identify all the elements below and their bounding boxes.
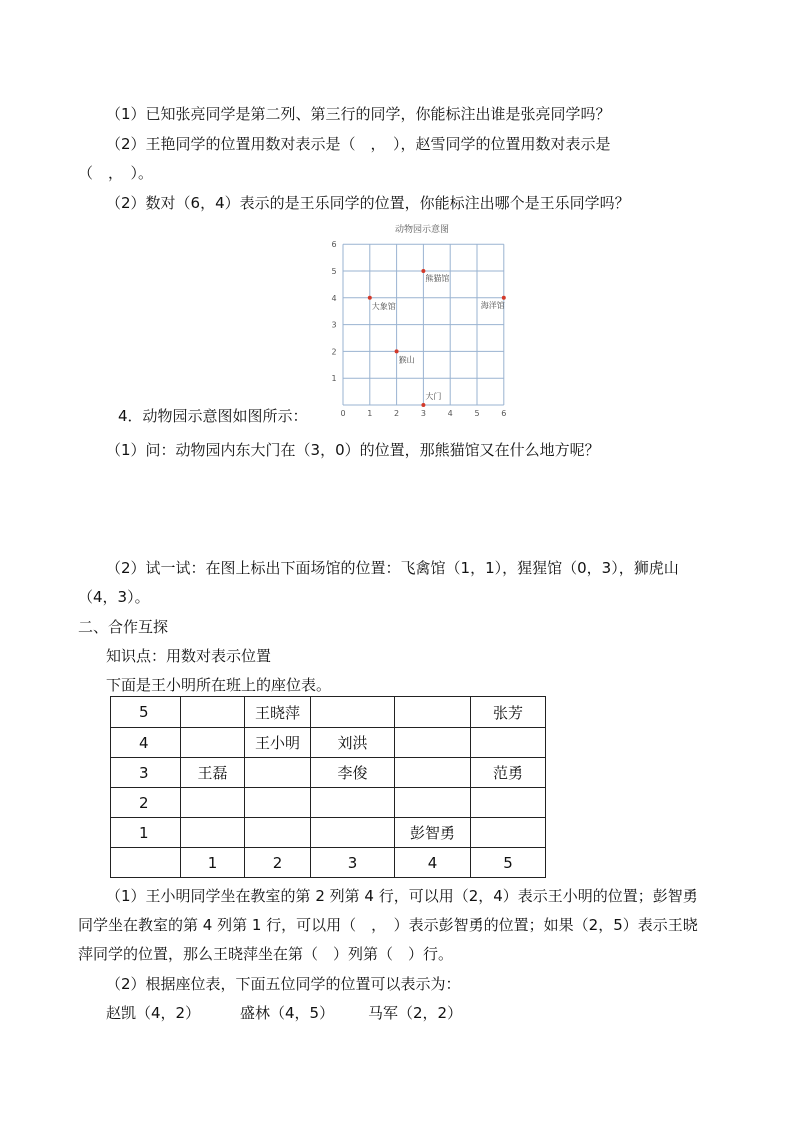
x-tick-label: 2 [394, 409, 400, 418]
seat-cell [395, 788, 471, 818]
seat-cell: 3 [311, 848, 395, 878]
table-row [111, 758, 546, 788]
x-tick-label: 6 [501, 409, 507, 418]
zoo-map-chart [322, 224, 522, 424]
seat-cell [311, 697, 395, 728]
y-tick-label: 6 [331, 240, 337, 250]
student-name-2: 盛林（4，5） [240, 1004, 335, 1022]
table-intro: 下面是王小明所在班上的座位表。 [106, 676, 332, 694]
y-tick-label: 3 [331, 320, 337, 330]
student-name-1: 赵凯（4，2） [106, 1004, 201, 1022]
question-3: （2）数对（6，4）表示的是王乐同学的位置，你能标注出哪个是王乐同学吗？ [106, 194, 630, 212]
seat-cell: 彭智勇 [395, 818, 471, 848]
seat-cell: 张芳 [471, 697, 546, 728]
point-label: 大象馆 [371, 301, 396, 311]
point-marker [368, 296, 372, 300]
table-row [111, 818, 546, 848]
table-row [111, 848, 546, 878]
y-tick-label: 2 [331, 347, 337, 357]
seat-cell [395, 728, 471, 758]
seat-cell [245, 758, 311, 788]
x-tick-label: 0 [340, 409, 346, 418]
x-tick-label: 1 [367, 409, 373, 418]
point-marker [421, 403, 425, 407]
point-label: 海洋馆 [480, 300, 505, 310]
question-1: （1）已知张亮同学是第二列、第三行的同学，你能标注出谁是张亮同学吗？ [106, 105, 611, 123]
zoo-question-2-line-2: （4，3）。 [78, 588, 150, 606]
zoo-question-1: （1）问：动物园内东大门在（3，0）的位置，那熊猫馆又在什么地方呢？ [106, 441, 600, 459]
seat-table [110, 696, 546, 878]
table-row [111, 697, 546, 728]
y-tick-label: 4 [331, 293, 337, 303]
x-tick-label: 5 [474, 409, 480, 418]
knowledge-point: 知识点：用数对表示位置 [106, 647, 272, 665]
seat-cell: 范勇 [471, 758, 546, 788]
seat-cell [395, 697, 471, 728]
row-label-cell [111, 848, 181, 878]
seat-cell: 刘洪 [311, 728, 395, 758]
seat-cell [181, 818, 245, 848]
table-row [111, 728, 546, 758]
paragraph-1-line-3: 萍同学的位置，那么王晓萍坐在第（ ）列第（ ）行。 [78, 945, 454, 963]
question-2-line-1: （2）王艳同学的位置用数对表示是（ ， ），赵雪同学的位置用数对表示是 [106, 135, 611, 153]
zoo-intro: 4．动物园示意图如图所示： [118, 407, 308, 425]
point-label: 猴山 [398, 355, 415, 365]
seat-cell: 王小明 [245, 728, 311, 758]
row-label-cell: 3 [111, 758, 181, 788]
seat-cell [395, 758, 471, 788]
seat-cell [245, 788, 311, 818]
y-tick-label: 5 [331, 267, 337, 276]
seat-cell [471, 818, 546, 848]
row-label-cell: 2 [111, 788, 181, 818]
row-label-cell: 4 [111, 728, 181, 758]
point-marker [421, 269, 425, 273]
zoo-question-2-line-1: （2）试一试：在图上标出下面场馆的位置：飞禽馆（1，1），猩猩馆（0，3），狮虎山 [106, 559, 679, 577]
seat-cell: 李俊 [311, 758, 395, 788]
seat-cell [181, 697, 245, 728]
row-label-cell: 1 [111, 818, 181, 848]
question-2-line-2: （ ， ）。 [78, 164, 154, 182]
seat-cell [471, 728, 546, 758]
point-marker [395, 349, 399, 353]
x-tick-label: 3 [420, 409, 426, 418]
y-tick-label: 1 [331, 374, 337, 384]
paragraph-2: （2）根据座位表，下面五位同学的位置可以表示为： [106, 975, 461, 993]
chart-title: 动物园示意图 [394, 225, 450, 235]
x-tick-label: 4 [447, 409, 453, 418]
paragraph-1-line-2: 同学坐在教室的第 4 列第 1 行，可以用（ ， ）表示彭智勇的位置；如果（2，5）表示王晓 [78, 916, 698, 934]
point-label: 大门 [425, 392, 442, 401]
point-marker [502, 296, 506, 300]
seat-cell: 王晓萍 [245, 697, 311, 728]
seat-cell: 1 [181, 848, 245, 878]
seat-cell [311, 818, 395, 848]
seat-cell [471, 788, 546, 818]
seat-cell: 5 [471, 848, 546, 878]
section-heading: 二、合作互探 [78, 618, 169, 636]
seat-cell [181, 728, 245, 758]
seat-cell: 4 [395, 848, 471, 878]
point-label: 熊猫馆 [425, 274, 450, 283]
table-row [111, 788, 546, 818]
seat-cell [311, 788, 395, 818]
seat-cell: 王磊 [181, 758, 245, 788]
seat-cell: 2 [245, 848, 311, 878]
paragraph-1-line-1: （1）王小明同学坐在教室的第 2 列第 4 行，可以用（2，4）表示王小明的位置；彭智勇 [106, 887, 698, 905]
seat-cell [245, 818, 311, 848]
seat-cell [181, 788, 245, 818]
row-label-cell: 5 [111, 697, 181, 728]
student-name-3: 马军（2，2） [368, 1004, 463, 1022]
